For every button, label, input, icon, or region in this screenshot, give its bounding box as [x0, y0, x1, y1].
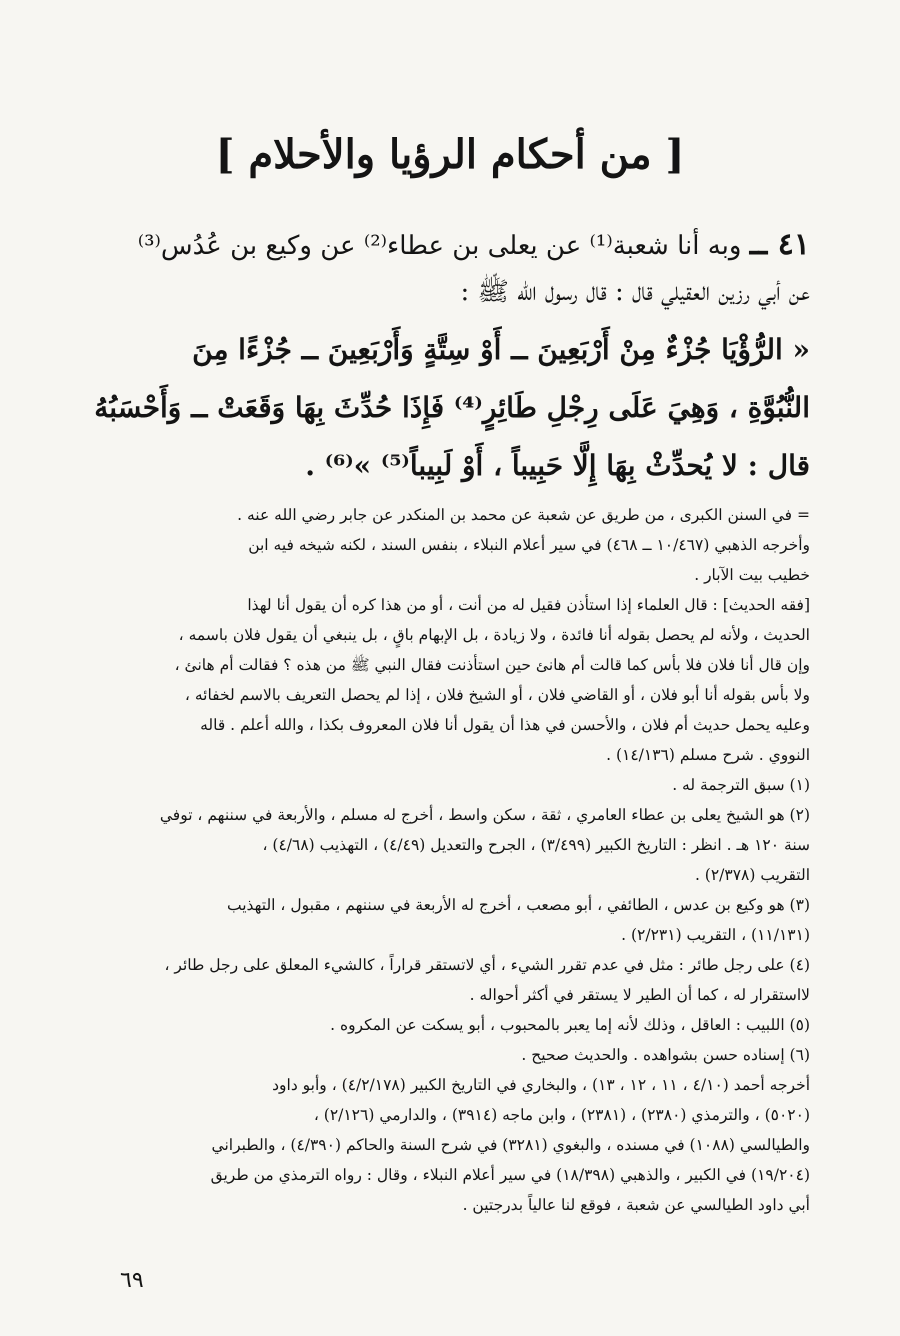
footnote-line: (١) سبق الترجمة له . [672, 776, 810, 794]
footnote-line: (٦) إسناده حسن بشواهده . والحديث صحيح . [521, 1046, 810, 1064]
footnote-line: التقريب (٢/٣٧٨) . [694, 866, 810, 884]
hadith-chain-1-text: وبه أنا شعبة⁽¹⁾ عن يعلى بن عطاء⁽²⁾ عن وكيع بن عُدُس⁽³⁾ [137, 231, 742, 261]
footnote-line: (٥) اللبيب : العاقل ، وذلك لأنه إما يعبر بالمحبوب ، أبو يسكت عن المكروه . [330, 1016, 810, 1034]
footnote-line: النووي . شرح مسلم (١٤/١٣٦) . [606, 746, 810, 764]
footnote-line: (٤) على رجل طائر : مثل في عدم تقرر الشيء ، أي لاتستقر قراراً ، كالشيء المعلق على رجل طائر ، [164, 956, 810, 974]
hadith-chain-line-2: عن أبي رزين العقيلي قال : قال رسول الله ﷺ : [460, 277, 810, 307]
hadith-text-line-2: النُّبُوَّةِ ، وَهِيَ عَلَى رِجْلِ طَائِرٍ⁽⁴⁾ فَإِذَا حُدِّثَ بِهَا وَقَعَتْ ــ وَأَحْسَبُهُ [94, 391, 810, 424]
footnote-line: والطيالسي (١٠٨٨) في مسنده ، والبغوي (٣٢٨١) في شرح السنة والحاكم (٤/٣٩٠) ، والطبراني [211, 1136, 810, 1154]
footnote-line: = في السنن الكبرى ، من طريق عن شعبة عن محمد بن المنكدر عن جابر رضي الله عنه . [237, 506, 810, 524]
hadith-block [75, 222, 810, 495]
footnote-line: ولا بأس بقوله أنا أبو فلان ، أو القاضي فلان ، أو الشيخ فلان ، إذا لم يحصل التعريف بالاسم لخفائه ، [184, 686, 810, 704]
hadith-text-line-1: « الرُّؤْيَا جُزْءٌ مِنْ أَرْبَعِينَ ــ أَوْ سِتَّةٍ وَأَرْبَعِينَ ــ جُزْءًا مِنَ [192, 333, 810, 366]
footnote-line: (١٩/٢٠٤) في الكبير ، والذهبي (١٨/٣٩٨) في سير أعلام النبلاء ، وقال : رواه الترمذي من طريق [210, 1166, 810, 1184]
footnote-line: [فقه الحديث] : قال العلماء إذا استأذن فقيل له من أنت ، أو من هذا كره أن يقول أنا لهذا [247, 596, 810, 614]
footnote-line: وعليه يحمل حديث أم فلان ، والأحسن في هذا أن يقول أنا فلان المعروف بكذا ، والله أعلم . قاله [200, 716, 810, 734]
footnote-line: وأخرجه الذهبي (١٠/٤٦٧ ــ ٤٦٨) في سير أعلام النبلاء ، بنفس السند ، لكنه شيخه فيه ابن [248, 536, 810, 554]
footnotes [110, 500, 810, 1220]
hadith-text-line-3: قال : لا يُحدِّثْ بِهَا إِلَّا حَبِيباً ، أَوْ لَبِيباً⁽⁵⁾ »⁽⁶⁾ . [305, 449, 810, 482]
footnote-line: (٣) هو وكيع بن عدس ، الطائفي ، أبو مصعب ، أخرج له الأربعة في سننهم ، مقبول ، التهذيب [226, 896, 810, 914]
footnote-line: خطيب بيت الآبار . [694, 566, 810, 584]
footnote-line: سنة ١٢٠ هـ . انظر : التاريخ الكبير (٣/٤٩٩) ، الجرح والتعديل (٤/٤٩) ، التهذيب (٤/٦٨) ، [262, 836, 810, 854]
hadith-chain-line-1 [75, 222, 810, 269]
page-number: ٦٩ [120, 1268, 144, 1293]
footnote-line: (٥٠٢٠) ، والترمذي (٢٣٨٠) ، (٢٣٨١) ، وابن ماجه (٣٩١٤) ، والدارمي (٢/١٢٦) ، [313, 1106, 810, 1124]
hadith-number: ٤١ ــ [749, 227, 810, 262]
footnote-line: (١١/١٣١) ، التقريب (٢/٢٣١) . [621, 926, 810, 944]
footnote-line: (٢) هو الشيخ يعلى بن عطاء العامري ، ثقة ، سكن واسط ، أخرج له مسلم ، والأربعة في سننهم ، توفي [159, 806, 810, 824]
footnote-line: الحديث ، ولأنه لم يحصل بقوله أنا فائدة ، ولا زيادة ، بل الإبهام باقٍ ، بل ينبغي أن يقول فلان باسمه ، [178, 626, 810, 644]
chapter-title: [ من أحكام الرؤيا والأحلام ] [215, 131, 685, 178]
footnote-line: لااستقرار له ، كما أن الطير لا يستقر في أكثر أحواله . [469, 986, 810, 1004]
footnote-line: وإن قال أنا فلان فلا بأس كما قالت أم هانئ حين استأذنت فقال النبي ﷺ من هذه ؟ فقالت أم هانئ ، [174, 656, 810, 674]
footnote-line: أبي داود الطيالسي عن شعبة ، فوقع لنا عالياً بدرجتين . [462, 1196, 810, 1214]
footnote-line: أخرجه أحمد (٤/١٠ ، ١١ ، ١٢ ، ١٣) ، والبخاري في التاريخ الكبير (٤/٢/١٧٨) ، وأبو داود [272, 1076, 810, 1094]
